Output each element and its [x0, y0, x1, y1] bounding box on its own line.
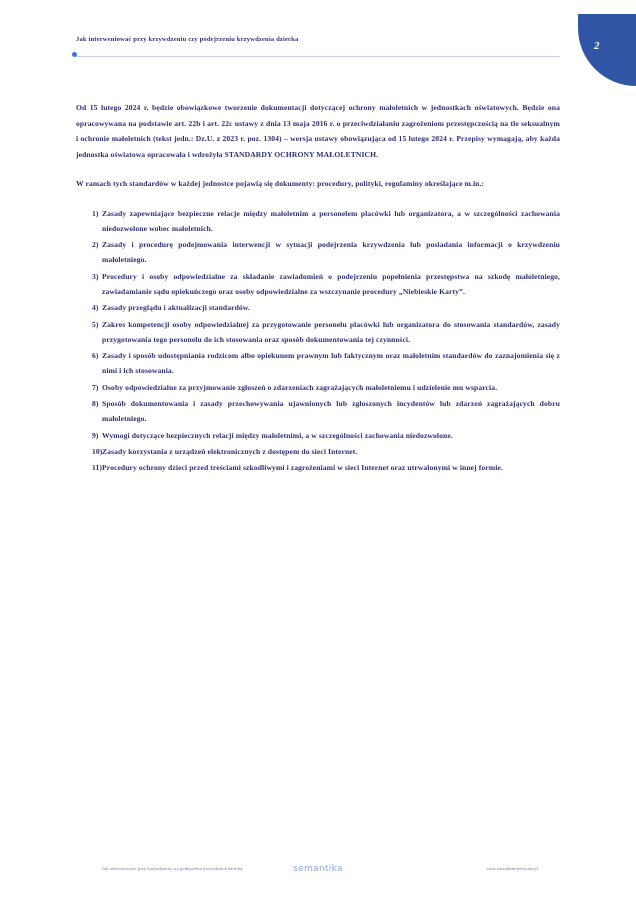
list-item-text: Zasady zapewniające bezpieczne relacje między małoletnim a personelem placówki lub organizatora, a w szczególności zachowania niedozwolone wobec małoletnich.	[102, 208, 560, 233]
footer-left-text: Jak interweniować przy krzywdzeniu czy podejrzeniu krzywdzenia dziecka	[102, 866, 243, 871]
list-item	[76, 428, 560, 443]
page-footer	[76, 864, 560, 878]
list-item	[76, 444, 560, 459]
standards-list	[76, 206, 560, 476]
list-item-text: Zasady przeglądu i aktualizacji standardów.	[102, 303, 250, 313]
list-item-number: 3)	[92, 271, 99, 281]
list-item-number: 4)	[92, 303, 99, 313]
list-item	[76, 317, 560, 348]
page-header	[76, 36, 560, 57]
list-item-text: Zakres kompetencji osoby odpowiedzialnej za przygotowanie personelu placówki lub organizatora do stosowania standardów, zasady przygotowania tego personelu do ich stosowania oraz sposób dokumentowania tej czynności.	[102, 319, 560, 344]
list-item-text: Zasady i procedurę podejmowania interwencji w sytuacji podejrzenia krzywdzenia lub posiadania informacji o krzywdzeniu małoletniego.	[102, 240, 560, 265]
list-item-number: 9)	[92, 430, 99, 440]
list-item-number: 8)	[92, 399, 99, 409]
list-item	[76, 396, 560, 427]
list-item	[76, 237, 560, 268]
list-item-number: 10)	[92, 446, 103, 456]
header-bullet-icon	[72, 52, 77, 57]
footer-website: www.zarzadzanieoswiata.pl	[486, 866, 538, 871]
list-item-text: Sposób dokumentowania i zasady przechowywania ujawnionych lub zgłoszonych incydentów lub zdarzeń zagrażających dobru małoletniego.	[102, 399, 560, 424]
list-item-text: Procedury i osoby odpowiedzialne za składanie zawiadomień o podejrzeniu popełnienia przestępstwa na szkodę małoletniego, zawiadamianie sądu opiekuńczego oraz osoby odpowiedzialne za wszczynanie procedury „Niebieskie Karty”.	[102, 271, 560, 296]
list-item	[76, 348, 560, 379]
list-item-number: 5)	[92, 319, 99, 329]
list-item	[76, 460, 560, 475]
list-item	[76, 269, 560, 300]
list-item-text: Zasady i sposób udostępniania rodzicom albo opiekunom prawnym lub faktycznym oraz małoletnim standardów do zaznajomienia się z nimi i ich stosowania.	[102, 351, 560, 376]
list-item-number: 7)	[92, 382, 99, 392]
document-body	[76, 100, 560, 477]
header-title: Jak interweniować przy krzywdzeniu czy podejrzeniu krzywdzenia dziecka	[76, 36, 299, 43]
list-item-number: 11)	[92, 463, 103, 473]
list-item-text: Zasady korzystania z urządzeń elektronicznych z dostępem do sieci Internet.	[102, 446, 358, 456]
list-item	[76, 300, 560, 315]
list-item	[76, 206, 560, 237]
list-item-text: Wymogi dotyczące bezpiecznych relacji między małoletnimi, a w szczególności zachowania niedozwolone.	[102, 430, 453, 440]
header-divider	[76, 56, 560, 57]
footer-logo: semantika	[293, 864, 343, 874]
page-number: 2	[594, 40, 600, 52]
list-item-number: 6)	[92, 351, 99, 361]
list-item	[76, 380, 560, 395]
page-number-badge	[578, 14, 636, 86]
list-item-text: Procedury ochrony dzieci przed treściami szkodliwymi i zagrożeniami w sieci Internet oraz utrwalonymi w innej formie.	[102, 463, 503, 473]
list-item-text: Osoby odpowiedzialne za przyjmowanie zgłoszeń o zdarzeniach zagrażających małoletniemu i udzielenie mu wsparcia.	[102, 382, 498, 392]
paragraph: Od 15 lutego 2024 r. będzie obowiązkowe tworzenie dokumentacji dotyczącej ochrony małoletnich w jednostkach oświatowych. Będzie ona opracowywana na podstawie art. 22b i art. 22c ustawy z dnia 13 maja 2016 r. o przeciwdziałaniu zagrożeniom przestępczością na tle seksualnym i ochronie małoletnich (tekst jedn.: Dz.U. z 2023 r. poz. 1304) – wersja ustawy obowiązująca od 15 lutego 2024 r. Przepisy wymagają, aby każda jednostka oświatowa opracowała i wdrożyła STANDARDY OCHRONY MAŁOLETNICH.	[76, 103, 560, 159]
list-item-number: 2)	[92, 240, 99, 250]
list-item-number: 1)	[92, 208, 99, 218]
paragraph: W ramach tych standardów w każdej jednostce pojawią się dokumenty: procedury, polityki, regulaminy określające m.in.:	[76, 179, 485, 188]
